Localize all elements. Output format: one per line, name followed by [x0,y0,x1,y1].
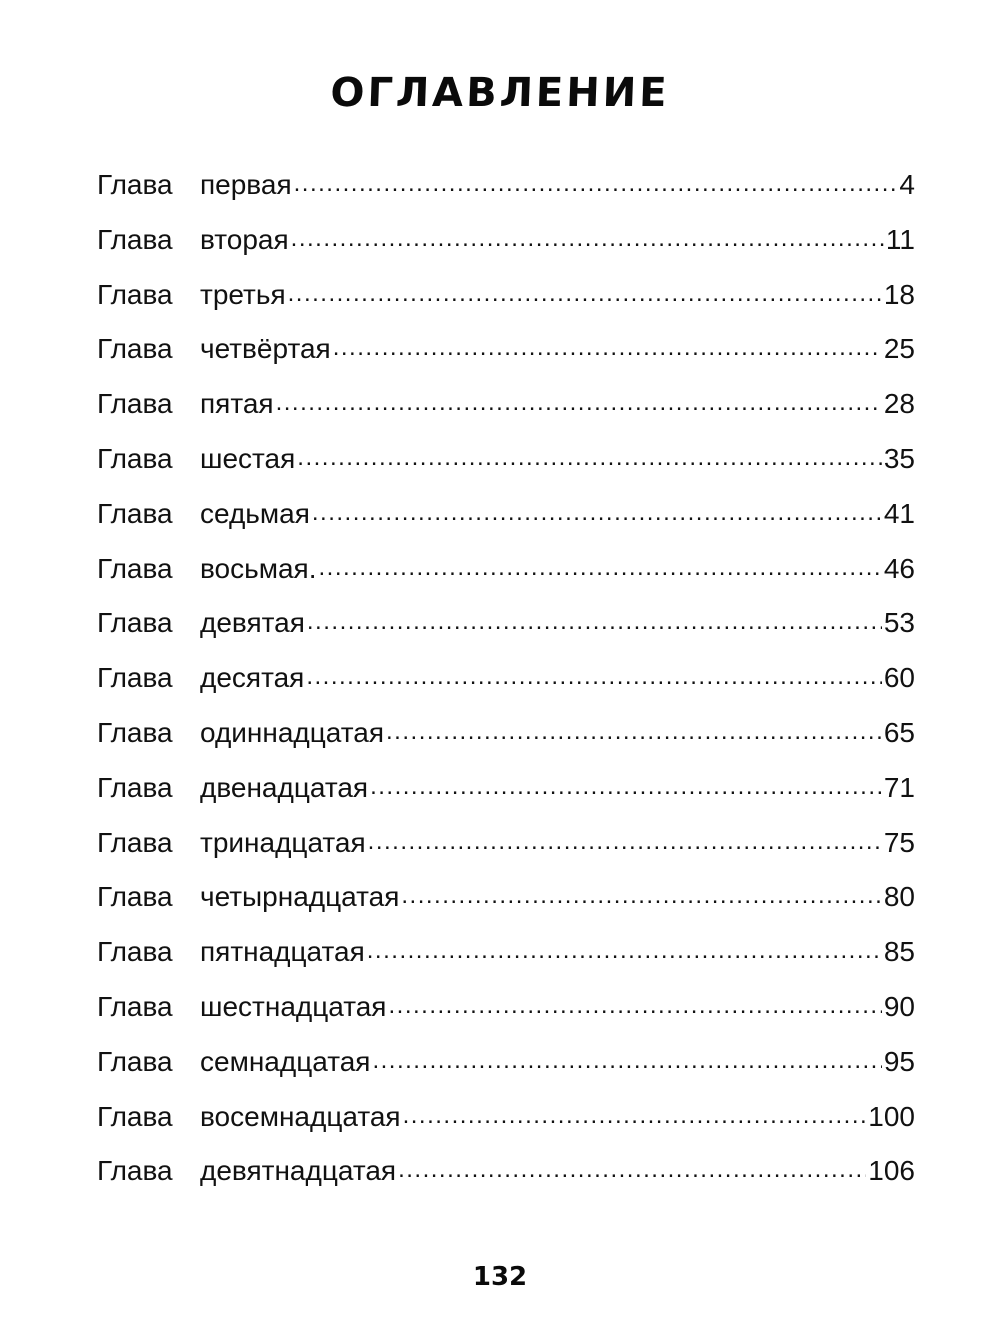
dot-leader [403,1098,867,1126]
chapter-name: двенадцатая [200,771,369,803]
toc-entry[interactable] [97,377,915,432]
page-number: 100 [868,1100,915,1132]
chapter-label: Глава [97,936,173,968]
chapter-name: пятнадцатая [200,936,365,968]
chapter-name: девятая [200,607,305,639]
toc-entry[interactable] [97,158,915,213]
footer-page-number: 132 [472,1262,528,1292]
chapter-name: третья [200,278,286,310]
dot-leader [386,714,882,742]
page-number: 85 [883,936,915,968]
dot-leader [291,221,884,249]
page-number: 75 [883,826,915,858]
dot-leader [372,1043,881,1071]
chapter-label: Глава [97,1045,173,1077]
toc-entry[interactable] [97,432,915,487]
chapter-name: семнадцатая [200,1045,371,1077]
chapter-label: Глава [97,607,173,639]
page-number: 95 [883,1045,915,1077]
chapter-label: Глава [97,771,173,803]
page-number: 90 [883,990,915,1022]
chapter-label: Глава [97,990,173,1022]
chapter-label: Глава [97,1100,173,1132]
dot-leader [388,988,881,1016]
chapter-name: четырнадцатая [200,881,400,913]
dot-leader [368,824,882,852]
toc-entry[interactable] [97,706,915,761]
toc-entry[interactable] [97,542,915,597]
chapter-label: Глава [97,552,173,584]
page-number: 28 [883,388,915,420]
toc-entry[interactable] [97,925,915,980]
toc-entry[interactable] [97,980,915,1035]
toc-entry[interactable] [97,870,915,925]
chapter-name: восемнадцатая [200,1100,401,1132]
chapter-label: Глава [97,1155,173,1187]
chapter-label: Глава [97,662,173,694]
chapter-label: Глава [97,442,173,474]
page-number: 35 [883,442,915,474]
chapter-name: четвёртая [200,333,331,365]
toc-entry[interactable] [97,322,915,377]
chapter-name: седьмая [200,497,310,529]
chapter-name: одиннадцатая [200,716,385,748]
toc-entry[interactable] [97,816,915,871]
dot-leader [370,769,882,797]
page-number: 60 [883,662,915,694]
page-number: 71 [883,771,915,803]
dot-leader [401,878,881,906]
page-number: 18 [883,278,915,310]
toc-entry[interactable] [97,1035,915,1090]
page-number: 65 [883,716,915,748]
toc-entry[interactable] [97,487,915,542]
dot-leader [367,933,882,961]
chapter-label: Глава [97,169,173,200]
chapter-label: Глава [97,278,173,310]
toc-entry[interactable] [97,1090,915,1145]
chapter-name: вторая [200,223,289,255]
page-number: 41 [883,497,915,529]
dot-leader [307,604,882,632]
dot-leader [312,495,882,523]
chapter-label: Глава [97,388,173,420]
table-of-contents [97,158,915,1199]
page-number: 106 [868,1155,915,1187]
page-number: 53 [883,607,915,639]
toc-entry[interactable] [97,1144,915,1199]
dot-leader [297,440,882,468]
chapter-label: Глава [97,881,173,913]
toc-entry[interactable] [97,761,915,816]
page-number: 4 [899,169,915,200]
toc-entry[interactable] [97,213,915,268]
chapter-label: Глава [97,333,173,365]
chapter-name: шестнадцатая [200,990,387,1022]
chapter-name: девятнадцатая [200,1155,397,1187]
chapter-name: шестая [200,442,296,474]
chapter-label: Глава [97,826,173,858]
chapter-name: тринадцатая [200,826,366,858]
toc-entry[interactable] [97,651,915,706]
dot-leader [276,385,882,413]
dot-leader [288,276,882,304]
chapter-label: Глава [97,497,173,529]
page-number: 11 [885,223,915,255]
dot-leader [294,166,898,194]
chapter-name: десятая [200,662,305,694]
chapter-name: пятая [200,388,274,420]
page-number: 80 [883,881,915,913]
dot-leader [318,550,881,578]
dot-leader [306,659,882,687]
toc-entry[interactable] [97,596,915,651]
toc-entry[interactable] [97,268,915,323]
page-number: 25 [883,333,915,365]
dot-leader [398,1152,866,1180]
dot-leader [333,330,882,358]
chapter-label: Глава [97,223,173,255]
page-number: 46 [883,552,915,584]
chapter-name: первая [200,169,292,200]
page-title: ОГЛАВЛЕНИЕ [329,70,671,116]
chapter-label: Глава [97,716,173,748]
chapter-name: восьмая. [200,552,317,584]
